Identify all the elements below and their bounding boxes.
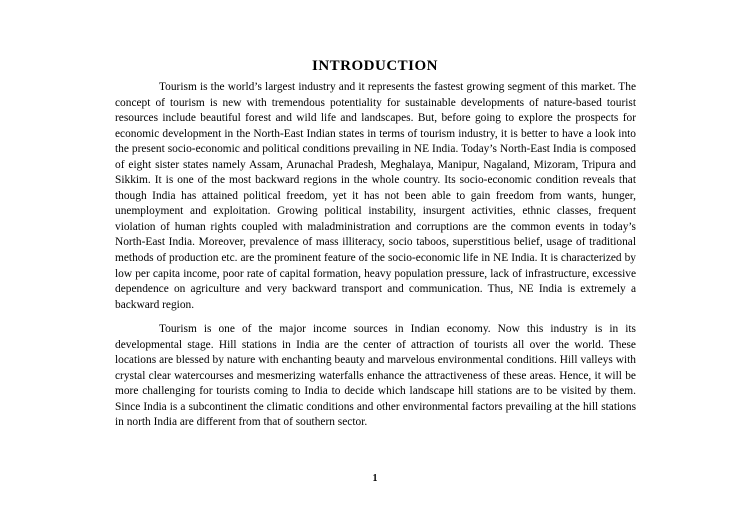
paragraph-2: Tourism is one of the major income sources in Indian economy. Now this industry is in its developmental stage. Hill stations in India are the center of attraction of tourists all over the world. These locations are blessed by nature with enchanting beauty and marvelous environmental conditions. Hill valleys with crystal clear watercourses and mesmerizing waterfalls enhance the attractiveness of these areas. Hence, it will be more challenging for tourists coming to India to decide which landscape hill stations are to be visited by them. Since India is a subcontinent the climatic conditions and other environmental factors prevailing at the hill stations in north India are different from that of southern sector. <box>115 323 636 429</box>
body-text <box>115 80 636 431</box>
paragraph-1: Tourism is the world’s largest industry and it represents the fastest growing segment of this market. The concept of tourism is new with tremendous potentiality for sustainable developments of nature-based tourist resources include beautiful forest and wild life and landscapes. But, before going to explore the prospects for economic development in the North-East Indian states in terms of tourism industry, it is better to have a look into the present socio-economic and political conditions prevailing in NE India. Today’s North-East India is composed of eight sister states namely Assam, Arunachal Pradesh, Meghalaya, Manipur, Nagaland, Mizoram, Tripura and Sikkim. It is one of the most backward regions in the whole country. Its socio-economic condition reveals that though India has attained political freedom, yet it has not been able to gain freedom from wants, hunger, unemployment and exploitation. Growing political instability, insurgent activities, ethnic classes, frequent violation of human rights coupled with maladministration and corruptions are the common events in today’s North-East India. Moreover, prevalence of mass illiteracy, socio taboos, superstitious belief, usage of traditional methods of production etc. are the prominent feature of the socio-economic life in NE India. It is characterized by low per capita income, poor rate of capital formation, heavy population pressure, lack of infrastructure, excessive dependence on agriculture and very backward transport and communication. Thus, NE India is extremely a backward region. <box>115 81 636 311</box>
page-title: INTRODUCTION <box>311 58 438 74</box>
page-number: 1 <box>372 473 378 484</box>
